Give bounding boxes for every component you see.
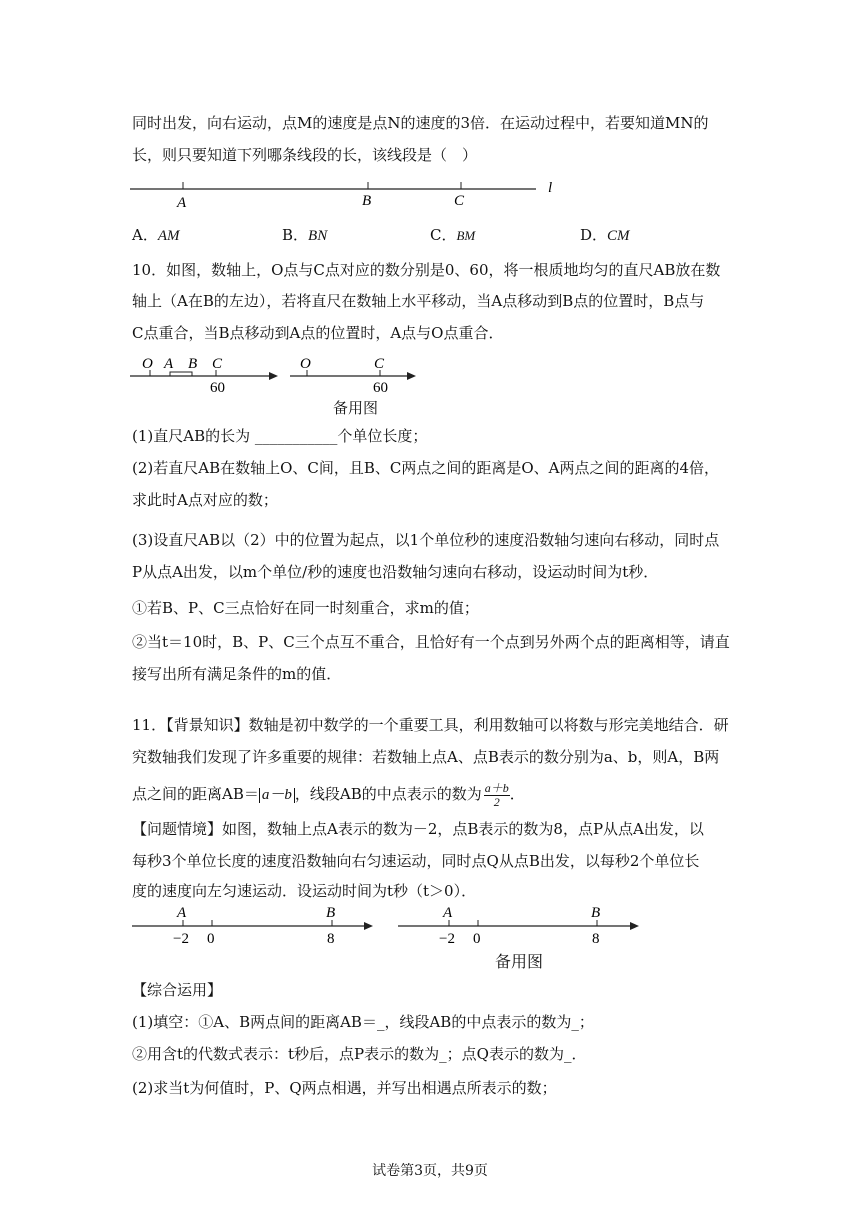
q9-line-1: 同时出发，向右运动，点M的速度是点N的速度的3倍．在运动过程中，若要知道MN的: [132, 114, 709, 132]
fraction-denominator: 2: [493, 794, 500, 809]
page-footer: 试卷第3页，共9页: [372, 1163, 488, 1179]
q9-line-2: 长，则只要知道下列哪条线段的长，该线段是（ ）: [132, 146, 478, 164]
q10-part-2-line-1: (2)若直尺AB在数轴上O、C间，且B、C两点之间的距离是O、A两点之间的距离的4倍，: [132, 459, 720, 477]
q9-option-c: [430, 224, 475, 245]
q10-part-3-line-1: (3)设直尺AB以（2）中的位置为起点，以1个单位秒的速度沿数轴匀速向右移动，同时点: [132, 531, 720, 549]
fraction-numerator: a＋b: [484, 780, 509, 795]
q9-label-a: A: [177, 195, 187, 211]
q11-fig1-tick-8: 8: [327, 931, 335, 947]
q11-fig2-tick-8: 8: [592, 931, 600, 947]
q9-label-b: B: [362, 193, 372, 209]
q11-midpoint-fraction: [484, 782, 510, 809]
q11-fig1-label-a: A: [177, 905, 187, 921]
q10-fig1-label-o: O: [142, 356, 153, 372]
q11-heading-apply: 【综合运用】: [132, 981, 223, 999]
q10-fig1-label-b: B: [188, 356, 198, 372]
q9-option-b: [282, 224, 327, 245]
q11-sub-3: (2)求当t为何值时，P、Q两点相遇，并写出相遇点所表示的数；: [132, 1079, 557, 1097]
q11-line-1: 11．【背景知识】数轴是初中数学的一个重要工具，利用数轴可以将数与形完美地结合．研: [132, 716, 729, 734]
q11-figure-caption: 备用图: [495, 952, 544, 971]
q11-fig2-label-a: A: [443, 905, 453, 921]
option-letter: A．: [132, 226, 158, 244]
q10-fig2-label-o: O: [300, 356, 311, 372]
q11-number-line-figures: [128, 900, 648, 948]
q11-fig2-tick-0: 0: [473, 931, 481, 947]
q10-part-1: (1)直尺AB的长为 ___________个单位长度；: [132, 427, 428, 445]
option-value: BM: [456, 228, 476, 243]
q10-part-3-item-2-line-2: 接写出所有满足条件的m的值．: [132, 665, 342, 683]
q10-part-2-line-2: 求此时A点对应的数；: [132, 491, 278, 509]
q10-part-3-line-2: P从点A出发，以m个单位/秒的速度也沿数轴匀速向右移动，设运动时间为t秒．: [132, 563, 659, 581]
q10-fig2-label-c: C: [374, 356, 385, 372]
q9-option-d: [580, 224, 630, 245]
q11-line-4: 【问题情境】如图，数轴上点A表示的数为－2，点B表示的数为8，点P从点A出发，以: [132, 820, 704, 838]
q11-line-3-text-b: ，线段AB的中点表示的数为: [294, 785, 482, 803]
q11-line-2: 究数轴我们发现了许多重要的规律：若数轴上点A、点B表示的数分别为a、b，则A，B两: [132, 748, 720, 766]
q10-line-2: 轴上（A在B的左边），若将直尺在数轴上水平移动，当A点移动到B点的位置时，B点与: [132, 292, 705, 310]
q11-sub-2: ②用含t的代数式表示：t秒后，点P表示的数为_；点Q表示的数为_．: [132, 1045, 587, 1063]
q11-fig1-tick-0: 0: [207, 931, 215, 947]
q10-fig1-tick-60: 60: [210, 380, 225, 394]
q9-line-label: l: [548, 180, 553, 196]
q10-fig1-label-a: A: [164, 356, 174, 372]
q11-line-3-text-a: 点之间的距离AB＝: [132, 785, 259, 803]
q10-part-3-item-2-line-1: ②当t＝10时，B、P、C三个点互不重合，且恰好有一个点到另外两个点的距离相等，请直: [132, 633, 730, 651]
option-value: AM: [157, 228, 180, 244]
q10-figures: [128, 352, 428, 394]
q11-fig2-label-b: B: [591, 905, 601, 921]
option-value: BN: [308, 228, 328, 244]
q11-fig1-label-b: B: [326, 905, 336, 921]
q11-line-5: 每秒3个单位长度的速度沿数轴向右匀速运动，同时点Q从点B出发，以每秒2个单位长: [132, 852, 700, 870]
q9-number-line-figure: [128, 172, 568, 212]
q11-fig1-tick-neg2: −2: [173, 931, 189, 947]
q9-label-c: C: [454, 193, 465, 209]
option-letter: D．: [580, 226, 608, 244]
q11-fig2-tick-neg2: −2: [439, 931, 455, 947]
q10-line-1: 10．如图，数轴上，O点与C点对应的数分别是0、60，将一根质地均匀的直尺AB放在数: [132, 261, 721, 279]
q11-sub-1: (1)填空：①A、B两点间的距离AB＝_，线段AB的中点表示的数为_；: [132, 1013, 594, 1031]
option-value: CM: [607, 228, 630, 244]
q11-line-3-text-c: ．: [509, 785, 525, 803]
q10-fig1-label-c: C: [212, 356, 223, 372]
q10-line-3: C点重合，当B点移动到A点的位置时，A点与O点重合．: [132, 324, 504, 342]
option-letter: C．: [430, 226, 457, 244]
option-letter: B．: [282, 226, 309, 244]
q11-line-6: 度的速度向左匀速运动．设运动时间为t秒（t＞0）．: [132, 882, 477, 900]
q10-part-3-item-1: ①若B、P、C三点恰好在同一时刻重合，求m的值；: [132, 599, 479, 617]
q10-fig2-tick-60: 60: [373, 380, 388, 394]
q11-absolute-value: a－b: [259, 788, 295, 803]
q9-option-a: [132, 224, 180, 245]
q11-line-3: [132, 776, 525, 812]
q10-figure-caption: 备用图: [333, 399, 379, 417]
